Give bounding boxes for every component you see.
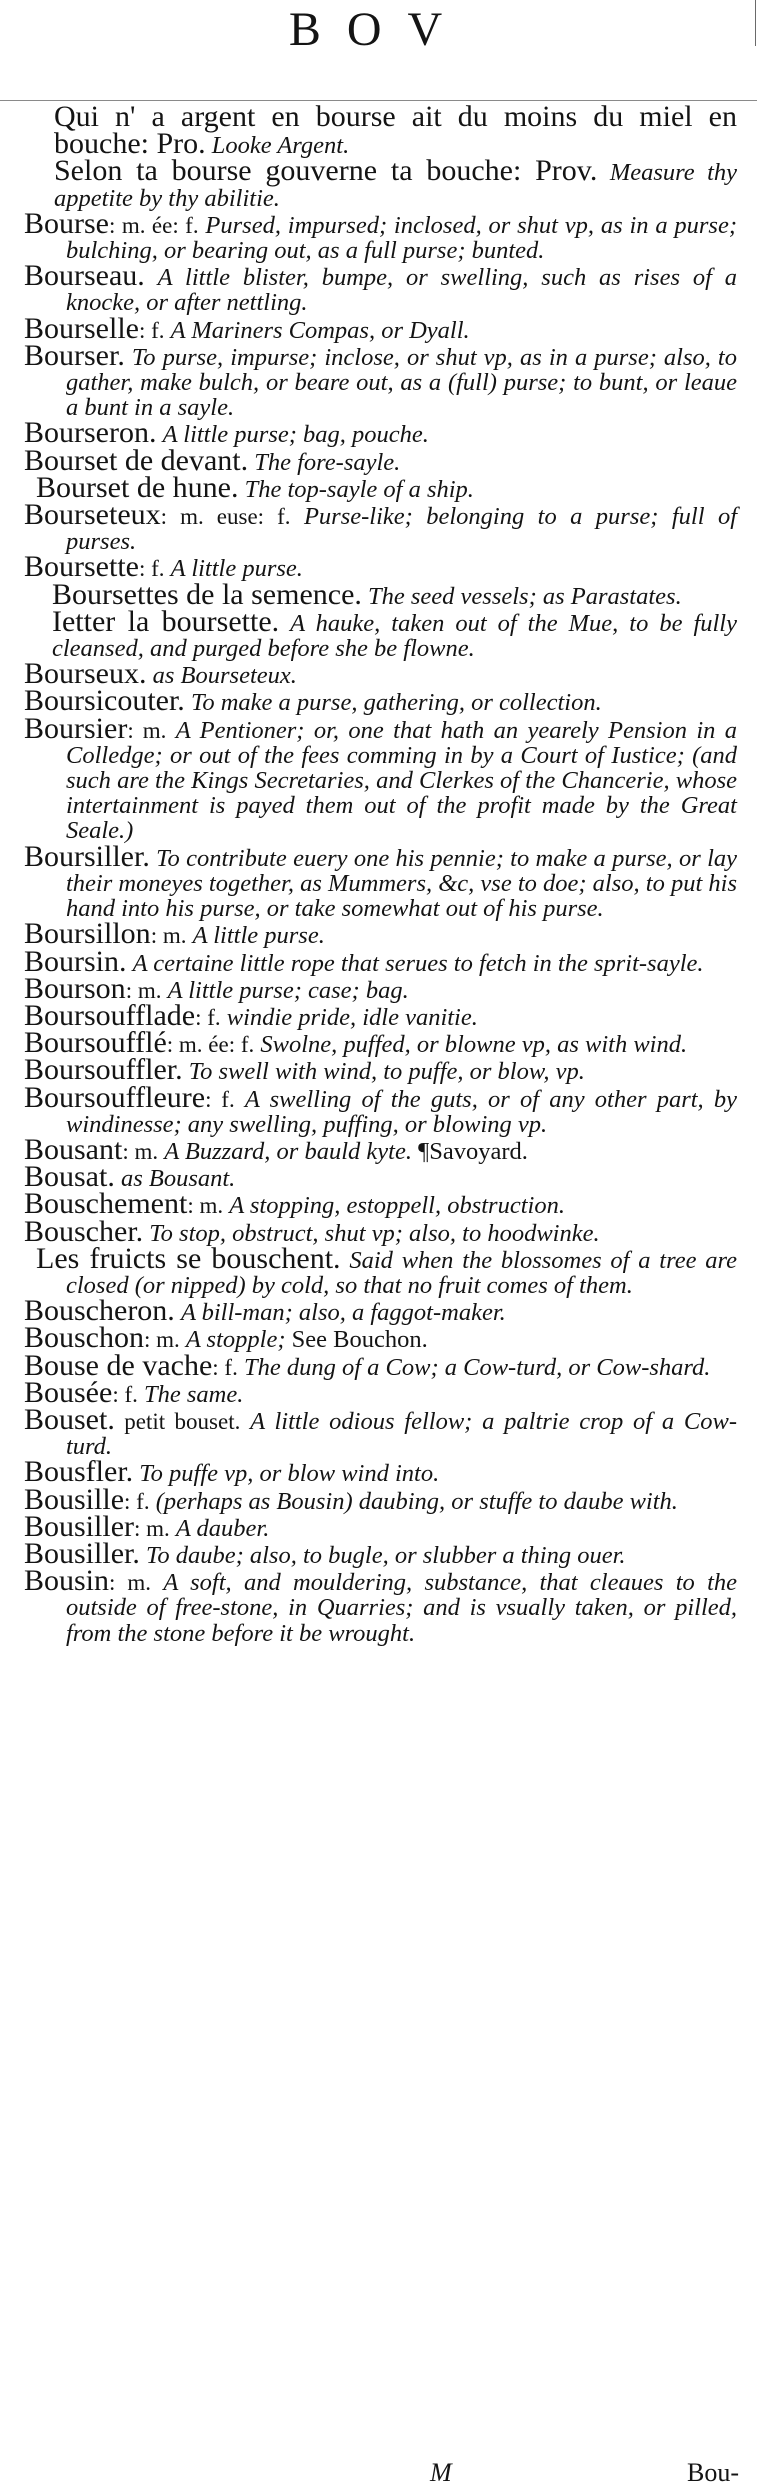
entry-definition: A bill-man; also, a faggot-maker. xyxy=(180,1299,506,1327)
entry-headword: Boursicouter. xyxy=(24,684,185,718)
entry-headword: Bourseteux xyxy=(24,498,161,532)
entry-definition: The top-sayle of a ship. xyxy=(244,475,474,503)
dictionary-entry xyxy=(0,259,757,317)
entry-headword: Qui n' a argent en bourse ait du moins du miel en bouche: Pro. xyxy=(54,100,737,161)
entry-grammar: : m. ée: f. xyxy=(109,212,199,238)
entry-headword: Bouschement xyxy=(24,1187,188,1221)
dictionary-entry xyxy=(0,100,757,161)
entry-headword: Bourselle xyxy=(24,311,139,345)
entry-headword: Bousin xyxy=(24,1564,110,1598)
entry-grammar: : f. xyxy=(138,317,165,343)
entry-definition: A soft, and mouldering, substance, that cleaues to the outside of free-stone, in Quarries; and is vsually taken, or pilled, from the stone before it be wrought. xyxy=(66,1569,738,1647)
entry-definition: Looke Argent. xyxy=(211,132,350,160)
dictionary-entry xyxy=(0,1080,757,1138)
entry-headword: Bourseau. xyxy=(24,259,145,293)
entry-headword: Boursouffleure xyxy=(24,1080,206,1114)
entry-headword: Boursoufflé xyxy=(24,1026,167,1060)
entry-grammar: : m. xyxy=(187,1193,224,1219)
entry-headword: Boursiller. xyxy=(24,839,150,873)
entry-definition: A little purse; case; bag. xyxy=(167,976,409,1004)
dictionary-entry xyxy=(0,1402,757,1461)
entry-definition: A little blister, bumpe, or swelling, such as rises of a knocke, or after nettling. xyxy=(66,264,737,317)
entry-definition: A little purse. xyxy=(170,555,303,583)
dictionary-entry xyxy=(0,338,757,422)
entry-headword: Bourser. xyxy=(24,338,125,372)
entry-headword: Bousfler. xyxy=(24,1455,134,1489)
entry-headword: Boursoufflade xyxy=(24,998,196,1032)
entry-definition: To stop, obstruct, shut vp; also, to hoodwinke. xyxy=(149,1219,600,1247)
entry-headword: Boursillon xyxy=(24,917,151,951)
entry-headword: Boursin. xyxy=(24,944,127,978)
entry-definition: The dung of a Cow; a Cow-turd, or Cow-shard. xyxy=(243,1353,711,1381)
entry-definition: Purse-like; belonging to a purse; full of purses. xyxy=(66,503,738,556)
entry-definition: A little purse; bag, pouche. xyxy=(162,421,429,449)
entry-grammar: petit bouset. xyxy=(114,1408,241,1434)
column-rule xyxy=(755,0,756,46)
entry-definition: as Bourseteux. xyxy=(152,662,297,690)
entry-headword: Bourset de hune. xyxy=(36,470,239,504)
entry-headword: Bouset. xyxy=(24,1402,115,1436)
entry-definition: The same. xyxy=(144,1380,244,1408)
entry-headword: Bourseux. xyxy=(24,657,147,691)
entry-grammar: : m. euse: f. xyxy=(160,504,291,530)
entry-grammar: : f. xyxy=(138,556,165,582)
entry-headword: Bousant xyxy=(24,1132,123,1166)
entry-definition: Said when the blossomes of a tree are closed (or nipped) by cold, so that no fruit comes of them. xyxy=(66,1246,738,1299)
entry-grammar: : f. xyxy=(112,1381,138,1407)
entry-headword: Selon ta bourse gouverne ta bouche: Prov. xyxy=(54,154,598,188)
entry-cross-reference: ¶Savoyard. xyxy=(418,1137,528,1165)
entry-headword: Bousille xyxy=(24,1482,125,1516)
entry-headword: Boursouffler. xyxy=(24,1053,183,1087)
entry-grammar: : m. xyxy=(109,1570,151,1596)
entry-headword: Bouscheron. xyxy=(24,1294,175,1328)
entry-definition: To make a purse, gathering, or collection. xyxy=(190,689,602,717)
entry-definition: Swolne, puffed, or blowne vp, as with wind. xyxy=(260,1031,688,1059)
entry-definition: A hauke, taken out of the Mue, to be fully cleansed, and purged before she be flowne. xyxy=(52,609,737,663)
entry-headword: Bouscher. xyxy=(24,1214,144,1248)
page-footer xyxy=(0,2458,757,2488)
entry-definition: To swell with wind, to puffe, or blow, vp. xyxy=(188,1058,585,1086)
entry-definition: A stopple; xyxy=(185,1326,286,1354)
entry-definition: A Mariners Compas, or Dyall. xyxy=(170,316,470,344)
dictionary-entry xyxy=(0,206,757,265)
entry-definition: windie pride, idle vanitie. xyxy=(226,1003,478,1031)
entry-definition: To contribute euery one his pennie; to make a purse, or lay their moneyes together, as Mummers, &c, vse to doe; also, to put his hand into his purse, or take somewhat out of his purse. xyxy=(66,844,738,923)
dictionary-entry xyxy=(0,1348,757,1382)
signature-mark: M xyxy=(430,2458,452,2487)
entry-grammar: : m. xyxy=(122,1138,159,1164)
entry-definition: The fore-sayle. xyxy=(254,448,401,476)
entry-definition: A dauber. xyxy=(175,1514,270,1542)
dictionary-entry xyxy=(0,711,757,845)
entry-definition: Measure thy appetite by thy abilitie. xyxy=(54,159,738,212)
entry-grammar: : m. ée: f. xyxy=(166,1032,255,1058)
entry-headword: Bousée xyxy=(24,1375,113,1409)
entry-definition: To daube; also, to bugle, or slubber a thing ouer. xyxy=(145,1541,626,1569)
entry-headword: Ietter la boursette. xyxy=(52,604,280,638)
entry-headword: Bourse xyxy=(24,206,109,240)
entry-definition: A little purse. xyxy=(192,922,325,950)
entry-definition: To puffe vp, or blow wind into. xyxy=(139,1460,440,1488)
entry-headword: Boursettes de la semence. xyxy=(52,577,362,611)
dictionary-entry xyxy=(0,1241,757,1299)
entry-grammar: : m. xyxy=(125,977,162,1003)
entry-grammar: : f. xyxy=(212,1354,238,1380)
entry-grammar: : f. xyxy=(195,1004,221,1030)
entry-grammar: : m. xyxy=(150,923,187,949)
entry-grammar: : f. xyxy=(205,1086,235,1112)
dictionary-entry xyxy=(0,498,757,556)
dictionary-entry xyxy=(0,839,757,923)
entry-grammar: : f. xyxy=(124,1488,150,1514)
catchword: Bou- xyxy=(687,2458,739,2487)
entry-headword: Bourset de devant. xyxy=(24,443,249,477)
entry-definition: A stopping, estoppell, obstruction. xyxy=(229,1192,565,1220)
entry-headword: Bousiller. xyxy=(24,1536,140,1570)
entry-cross-reference: See Bouchon. xyxy=(291,1326,428,1354)
entry-definition: A little odious fellow; a paltrie crop of a Cow-turd. xyxy=(66,1407,738,1461)
entry-definition: as Bousant. xyxy=(120,1165,236,1193)
entry-headword: Boursette xyxy=(24,550,139,584)
dictionary-entry xyxy=(0,154,757,212)
entry-definition: To purse, impurse; inclose, or shut vp, as in a purse; also, to gather, make bulch, or beare out, as a (full) purse; to bunt, or leaue a bunt in a sayle. xyxy=(66,343,737,422)
dictionary-entry xyxy=(0,1564,757,1647)
entry-definition: Pursed, impursed; inclosed, or shut vp, as in a purse; bulching, or bearing out, as a full purse; bunted. xyxy=(66,211,737,265)
entry-headword: Bousat. xyxy=(24,1160,115,1194)
entry-definition: (perhaps as Bousin) daubing, or stuffe to daube with. xyxy=(155,1487,678,1515)
entry-headword: Bourson xyxy=(24,971,126,1005)
dictionary-entry xyxy=(0,1536,757,1570)
entry-definition: A Pentioner; or, one that hath an yearely Pension in a Colledge; or out of the fees comming in by a Court of Iustice; (and such are the Kings Secretaries, and Clerkes of the Chancerie, whose intertainment is payed them out of the profit made by the Great Seale.) xyxy=(66,716,738,845)
entry-headword: Boursier xyxy=(24,711,128,745)
entry-headword: Bousiller xyxy=(24,1509,134,1543)
entry-grammar: : m. xyxy=(127,717,167,743)
entry-definition: A swelling of the guts, or of any other part, by windinesse; any swelling, puffing, or blowing vp. xyxy=(66,1085,738,1138)
entry-headword: Bouschon xyxy=(24,1321,144,1355)
entry-list xyxy=(0,100,757,1647)
entry-definition: The seed vessels; as Parastates. xyxy=(368,582,682,610)
page-header: BOV xyxy=(288,3,469,56)
entry-definition: A Buzzard, or bauld kyte. xyxy=(164,1137,412,1165)
entry-definition: A certaine little rope that serues to fetch in the sprit-sayle. xyxy=(132,949,704,977)
entry-grammar: : m. xyxy=(144,1327,180,1353)
entry-headword: Bouse de vache xyxy=(24,1348,213,1382)
entry-headword: Bourseron. xyxy=(24,416,157,450)
entry-grammar: : m. xyxy=(134,1515,170,1541)
entry-headword: Les fruicts se bouschent. xyxy=(36,1241,341,1275)
dictionary-entry xyxy=(0,604,757,663)
